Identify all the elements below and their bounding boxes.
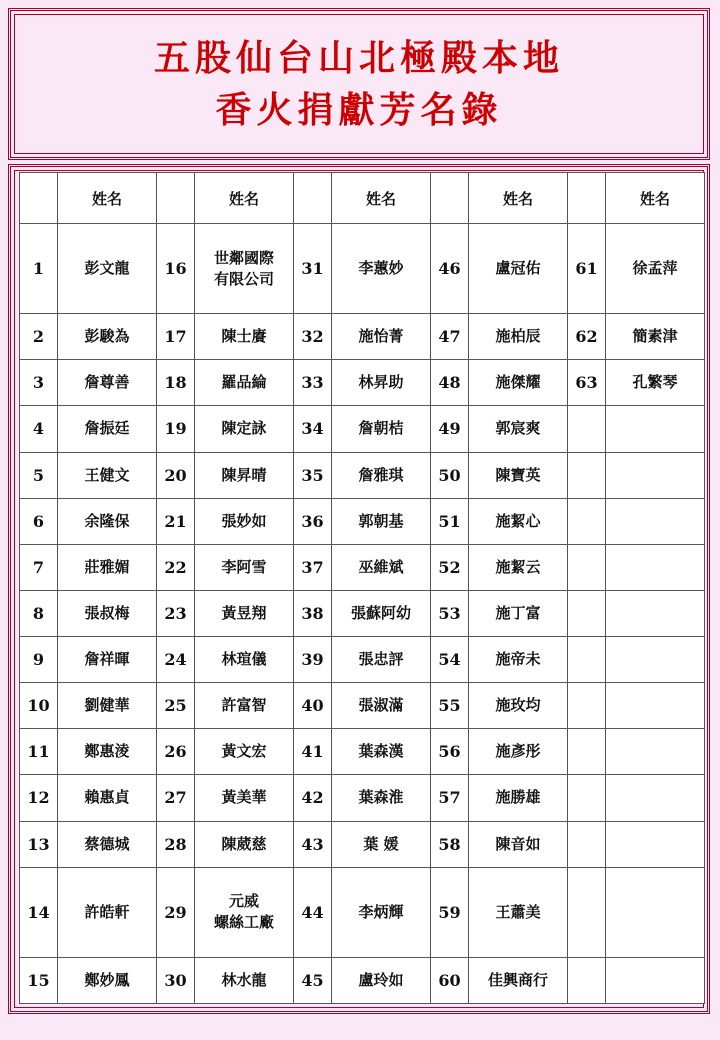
entry-number: 40: [294, 683, 332, 729]
entry-number: 32: [294, 314, 332, 360]
table-body: [20, 224, 705, 1004]
entry-name: 彭文龍: [58, 224, 157, 314]
entry-number: 13: [20, 821, 58, 867]
entry-name: 黃美華: [195, 775, 294, 821]
entry-number: 56: [431, 729, 469, 775]
entry-name: [606, 590, 705, 636]
table-row: [20, 406, 705, 452]
entry-name: [606, 683, 705, 729]
table-row: [20, 957, 705, 1003]
entry-name: 王蕭美: [469, 867, 568, 957]
entry-number: 24: [157, 637, 195, 683]
entry-number: 50: [431, 452, 469, 498]
entry-number: 12: [20, 775, 58, 821]
entry-number: 25: [157, 683, 195, 729]
entry-name: 張蘇阿幼: [332, 590, 431, 636]
entry-name: 施玫均: [469, 683, 568, 729]
entry-number: 8: [20, 590, 58, 636]
entry-name: 李炳輝: [332, 867, 431, 957]
entry-name: 林昇助: [332, 360, 431, 406]
entry-number: 21: [157, 498, 195, 544]
entry-number: 18: [157, 360, 195, 406]
entry-name: 劉健華: [58, 683, 157, 729]
header-name-cell: 姓名: [469, 173, 568, 224]
entry-number: [568, 821, 606, 867]
title-line-1: 五股仙台山北極殿本地: [153, 37, 564, 79]
donor-table: [19, 172, 705, 1004]
entry-number: 28: [157, 821, 195, 867]
entry-number: [568, 683, 606, 729]
entry-name: 賴惠貞: [58, 775, 157, 821]
entry-name: 葉 媛: [332, 821, 431, 867]
entry-number: 38: [294, 590, 332, 636]
header-number-cell: [294, 173, 332, 224]
table-row: [20, 360, 705, 406]
entry-number: 39: [294, 637, 332, 683]
entry-name: [606, 775, 705, 821]
entry-number: 17: [157, 314, 195, 360]
header-row: [20, 173, 705, 224]
entry-name: 張忠評: [332, 637, 431, 683]
entry-number: [568, 729, 606, 775]
entry-name: 施勝雄: [469, 775, 568, 821]
title-line-2: 香火捐獻芳名錄: [215, 89, 503, 131]
entry-number: 54: [431, 637, 469, 683]
entry-number: 3: [20, 360, 58, 406]
entry-name: 張叔梅: [58, 590, 157, 636]
entry-number: 33: [294, 360, 332, 406]
entry-name: 許皓軒: [58, 867, 157, 957]
entry-number: 16: [157, 224, 195, 314]
entry-name: 鄭妙鳳: [58, 957, 157, 1003]
header-name-cell: 姓名: [332, 173, 431, 224]
entry-number: 23: [157, 590, 195, 636]
entry-name: 彭駿為: [58, 314, 157, 360]
entry-number: 49: [431, 406, 469, 452]
entry-number: 48: [431, 360, 469, 406]
entry-name: 施怡菁: [332, 314, 431, 360]
entry-number: 2: [20, 314, 58, 360]
entry-number: [568, 637, 606, 683]
entry-name: [606, 729, 705, 775]
entry-name: [606, 452, 705, 498]
entry-number: 43: [294, 821, 332, 867]
entry-number: [568, 590, 606, 636]
entry-name: 陳音如: [469, 821, 568, 867]
entry-number: [568, 957, 606, 1003]
entry-number: 27: [157, 775, 195, 821]
header-name-cell: 姓名: [58, 173, 157, 224]
entry-number: 51: [431, 498, 469, 544]
header-number-cell: [157, 173, 195, 224]
entry-name: 施帝未: [469, 637, 568, 683]
entry-number: [568, 498, 606, 544]
entry-number: [568, 452, 606, 498]
entry-number: 34: [294, 406, 332, 452]
entry-number: [568, 544, 606, 590]
entry-number: 61: [568, 224, 606, 314]
entry-name: 佳興商行: [469, 957, 568, 1003]
entry-name: 盧玲如: [332, 957, 431, 1003]
entry-name: 陳寶英: [469, 452, 568, 498]
entry-name: 陳昇晴: [195, 452, 294, 498]
entry-number: 46: [431, 224, 469, 314]
entry-number: 62: [568, 314, 606, 360]
entry-name: 陳葳慈: [195, 821, 294, 867]
header-number-cell: [431, 173, 469, 224]
title-banner: [8, 8, 710, 160]
entry-name: 徐孟萍: [606, 224, 705, 314]
entry-name: 詹尊善: [58, 360, 157, 406]
entry-number: 57: [431, 775, 469, 821]
table-row: [20, 224, 705, 314]
entry-number: 47: [431, 314, 469, 360]
entry-name: 詹祥暉: [58, 637, 157, 683]
entry-name: 施傑耀: [469, 360, 568, 406]
entry-name: 李蕙妙: [332, 224, 431, 314]
entry-name: 林水龍: [195, 957, 294, 1003]
entry-number: 35: [294, 452, 332, 498]
entry-name: 施彥彤: [469, 729, 568, 775]
entry-name: 李阿雪: [195, 544, 294, 590]
table-row: [20, 314, 705, 360]
entry-name: [606, 544, 705, 590]
entry-name: 世鄰國際 有限公司: [195, 224, 294, 314]
entry-number: 30: [157, 957, 195, 1003]
entry-name: 黃文宏: [195, 729, 294, 775]
entry-number: [568, 775, 606, 821]
entry-number: 63: [568, 360, 606, 406]
entry-number: 20: [157, 452, 195, 498]
entry-number: 53: [431, 590, 469, 636]
entry-name: 郭宸爽: [469, 406, 568, 452]
entry-name: [606, 821, 705, 867]
table-row: [20, 498, 705, 544]
entry-number: 26: [157, 729, 195, 775]
entry-number: [568, 406, 606, 452]
table-row: [20, 821, 705, 867]
entry-name: 元威 螺絲工廠: [195, 867, 294, 957]
entry-number: 15: [20, 957, 58, 1003]
entry-number: 19: [157, 406, 195, 452]
table-row: [20, 637, 705, 683]
entry-number: 6: [20, 498, 58, 544]
entry-name: 郭朝基: [332, 498, 431, 544]
entry-name: 孔繁琴: [606, 360, 705, 406]
table-row: [20, 683, 705, 729]
entry-number: 59: [431, 867, 469, 957]
header-number-cell: [568, 173, 606, 224]
entry-number: 55: [431, 683, 469, 729]
header-number-cell: [20, 173, 58, 224]
entry-number: 11: [20, 729, 58, 775]
entry-number: 29: [157, 867, 195, 957]
table-row: [20, 590, 705, 636]
entry-name: 陳士賡: [195, 314, 294, 360]
table-row: [20, 729, 705, 775]
entry-number: 1: [20, 224, 58, 314]
entry-name: [606, 637, 705, 683]
entry-name: 王健文: [58, 452, 157, 498]
entry-name: [606, 406, 705, 452]
entry-name: 許富智: [195, 683, 294, 729]
entry-name: 施絜云: [469, 544, 568, 590]
entry-number: 31: [294, 224, 332, 314]
entry-name: 葉森漢: [332, 729, 431, 775]
entry-name: 施柏辰: [469, 314, 568, 360]
entry-number: 41: [294, 729, 332, 775]
entry-number: 4: [20, 406, 58, 452]
entry-number: 52: [431, 544, 469, 590]
entry-name: 張淑滿: [332, 683, 431, 729]
entry-name: 葉森淮: [332, 775, 431, 821]
entry-name: 黃昱翔: [195, 590, 294, 636]
entry-number: 44: [294, 867, 332, 957]
header-name-cell: 姓名: [606, 173, 705, 224]
entry-number: 45: [294, 957, 332, 1003]
entry-number: [568, 867, 606, 957]
entry-name: 巫維斌: [332, 544, 431, 590]
entry-name: 張妙如: [195, 498, 294, 544]
table-row: [20, 775, 705, 821]
entry-name: 莊雅媚: [58, 544, 157, 590]
header-name-cell: 姓名: [195, 173, 294, 224]
entry-number: 22: [157, 544, 195, 590]
entry-number: 10: [20, 683, 58, 729]
entry-number: 42: [294, 775, 332, 821]
entry-name: 施絜心: [469, 498, 568, 544]
table-row: [20, 452, 705, 498]
entry-number: 14: [20, 867, 58, 957]
entry-number: 9: [20, 637, 58, 683]
entry-name: 林瑄儀: [195, 637, 294, 683]
entry-number: 7: [20, 544, 58, 590]
entry-name: 蔡德城: [58, 821, 157, 867]
entry-name: 陳定詠: [195, 406, 294, 452]
entry-name: 盧冠佑: [469, 224, 568, 314]
table-row: [20, 867, 705, 957]
entry-name: [606, 498, 705, 544]
entry-name: 鄭惠淩: [58, 729, 157, 775]
entry-name: [606, 867, 705, 957]
entry-number: 37: [294, 544, 332, 590]
entry-name: 羅品綸: [195, 360, 294, 406]
entry-name: 詹朝桔: [332, 406, 431, 452]
entry-name: [606, 957, 705, 1003]
entry-name: 施丁富: [469, 590, 568, 636]
entry-name: 余隆保: [58, 498, 157, 544]
table-row: [20, 544, 705, 590]
entry-name: 簡素津: [606, 314, 705, 360]
entry-number: 36: [294, 498, 332, 544]
entry-name: 詹雅琪: [332, 452, 431, 498]
entry-number: 60: [431, 957, 469, 1003]
entry-number: 5: [20, 452, 58, 498]
entry-number: 58: [431, 821, 469, 867]
entry-name: 詹振廷: [58, 406, 157, 452]
